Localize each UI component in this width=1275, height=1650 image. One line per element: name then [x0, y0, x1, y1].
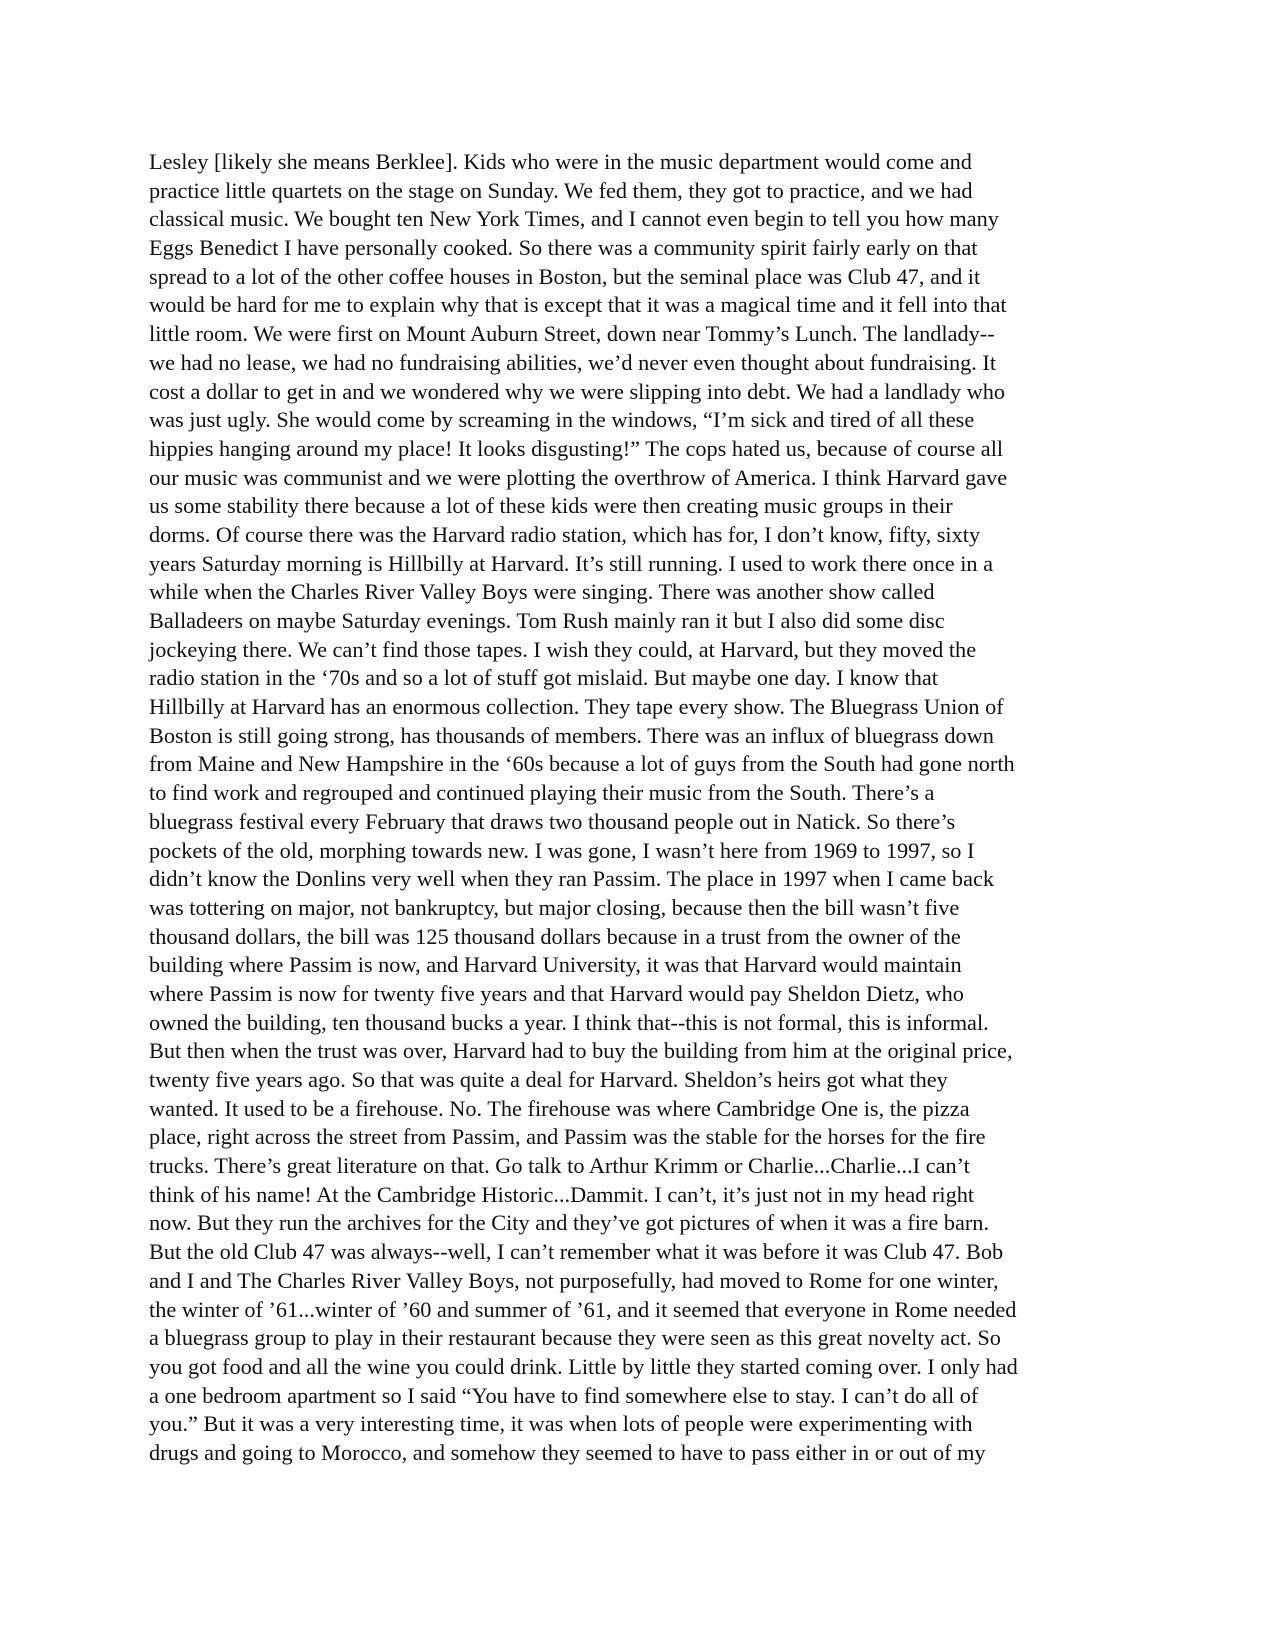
text-line: little room. We were first on Mount Auburn Street, down near Tommy’s Lunch. The landlady--: [149, 321, 995, 347]
text-line: trucks. There’s great literature on that. Go talk to Arthur Krimm or Charlie...Charlie...I can’t: [149, 1153, 970, 1179]
text-line: while when the Charles River Valley Boys were singing. There was another show called: [149, 579, 935, 605]
text-line: you.” But it was a very interesting time, it was when lots of people were experimenting with: [149, 1411, 973, 1437]
text-line: drugs and going to Morocco, and somehow they seemed to have to pass either in or out of my: [149, 1439, 986, 1465]
text-line: But then when the trust was over, Harvard had to buy the building from him at the original price,: [149, 1038, 1013, 1064]
text-line: radio station in the ‘70s and so a lot of stuff got mislaid. But maybe one day. I know that: [149, 665, 938, 691]
text-line: a one bedroom apartment so I said “You have to find somewhere else to stay. I can’t do all of: [149, 1382, 979, 1408]
text-line: you got food and all the wine you could drink. Little by little they started coming over. I only had: [149, 1353, 1018, 1379]
text-line: think of his name! At the Cambridge Historic...Dammit. I can’t, it’s just not in my head right: [149, 1181, 975, 1207]
text-line: spread to a lot of the other coffee houses in Boston, but the seminal place was Club 47, and it: [149, 263, 981, 289]
text-line: twenty five years ago. So that was quite a deal for Harvard. Sheldon’s heirs got what they: [149, 1067, 948, 1092]
text-line: from Maine and New Hampshire in the ‘60s because a lot of guys from the South had gone north: [149, 751, 1015, 777]
text-line: we had no lease, we had no fundraising abilities, we’d never even thought about fundraising. It: [149, 349, 997, 375]
text-line: was tottering on major, not bankruptcy, but major closing, because then the bill wasn’t five: [149, 894, 960, 920]
text-line: bluegrass festival every February that draws two thousand people out in Natick. So there’s: [149, 808, 956, 834]
text-line: would be hard for me to explain why that is except that it was a magical time and it fell into that: [149, 292, 1007, 318]
text-line: years Saturday morning is Hillbilly at Harvard. It’s still running. I used to work there once in a: [149, 550, 994, 576]
text-line: Hillbilly at Harvard has an enormous collection. They tape every show. The Bluegrass Union of: [149, 694, 1004, 720]
text-line: wanted. It used to be a firehouse. No. The firehouse was where Cambridge One is, the pizza: [149, 1095, 970, 1121]
text-line: pockets of the old, morphing towards new. I was gone, I wasn’t here from 1969 to 1997, so I: [149, 837, 975, 863]
text-line: Eggs Benedict I have personally cooked. So there was a community spirit fairly early on that: [149, 235, 978, 261]
text-line: to find work and regrouped and continued playing their music from the South. There’s a: [149, 780, 935, 806]
text-line: Boston is still going strong, has thousands of members. There was an influx of bluegrass down: [149, 722, 994, 748]
text-line: hippies hanging around my place! It looks disgusting!” The cops hated us, because of course all: [149, 435, 1004, 461]
text-line: us some stability there because a lot of these kids were then creating music groups in their: [149, 493, 953, 519]
text-line: thousand dollars, the bill was 125 thousand dollars because in a trust from the owner of the: [149, 923, 961, 949]
text-line: cost a dollar to get in and we wondered why we were slipping into debt. We had a landlady who: [149, 378, 1006, 404]
text-line: practice little quartets on the stage on Sunday. We fed them, they got to practice, and we had: [149, 177, 973, 203]
text-line: owned the building, ten thousand bucks a year. I think that--this is not formal, this is informal.: [149, 1009, 989, 1035]
text-line: Lesley [likely she means Berklee]. Kids who were in the music department would come and: [149, 149, 972, 174]
text-line: where Passim is now for twenty five years and that Harvard would pay Sheldon Dietz, who: [149, 980, 964, 1006]
text-line: our music was communist and we were plotting the overthrow of America. I think Harvard gave: [149, 464, 1008, 490]
text-line: dorms. Of course there was the Harvard radio station, which has for, I don’t know, fifty, sixty: [149, 521, 981, 547]
text-line: classical music. We bought ten New York Times, and I cannot even begin to tell you how many: [149, 206, 999, 232]
text-line: now. But they run the archives for the City and they’ve got pictures of when it was a fire barn.: [149, 1210, 990, 1236]
text-line: jockeying there. We can’t find those tapes. I wish they could, at Harvard, but they moved the: [149, 636, 977, 662]
text-line: didn’t know the Donlins very well when they ran Passim. The place in 1997 when I came back: [149, 866, 995, 892]
text-line: a bluegrass group to play in their restaurant because they were seen as this great novelty act. So: [149, 1325, 1001, 1351]
transcript-paragraph: [149, 148, 1149, 1468]
text-line: building where Passim is now, and Harvard University, it was that Harvard would maintain: [149, 952, 962, 978]
text-line: was just ugly. She would come by screaming in the windows, “I’m sick and tired of all these: [149, 407, 975, 433]
text-line: Balladeers on maybe Saturday evenings. Tom Rush mainly ran it but I also did some disc: [149, 608, 945, 633]
text-line: the winter of ’61...winter of ’60 and summer of ’61, and it seemed that everyone in Rome needed: [149, 1296, 1017, 1322]
text-line: But the old Club 47 was always--well, I can’t remember what it was before it was Club 47. Bob: [149, 1239, 1004, 1265]
text-line: and I and The Charles River Valley Boys, not purposefully, had moved to Rome for one winter,: [149, 1267, 999, 1293]
text-line: place, right across the street from Passim, and Passim was the stable for the horses for the fire: [149, 1124, 986, 1150]
